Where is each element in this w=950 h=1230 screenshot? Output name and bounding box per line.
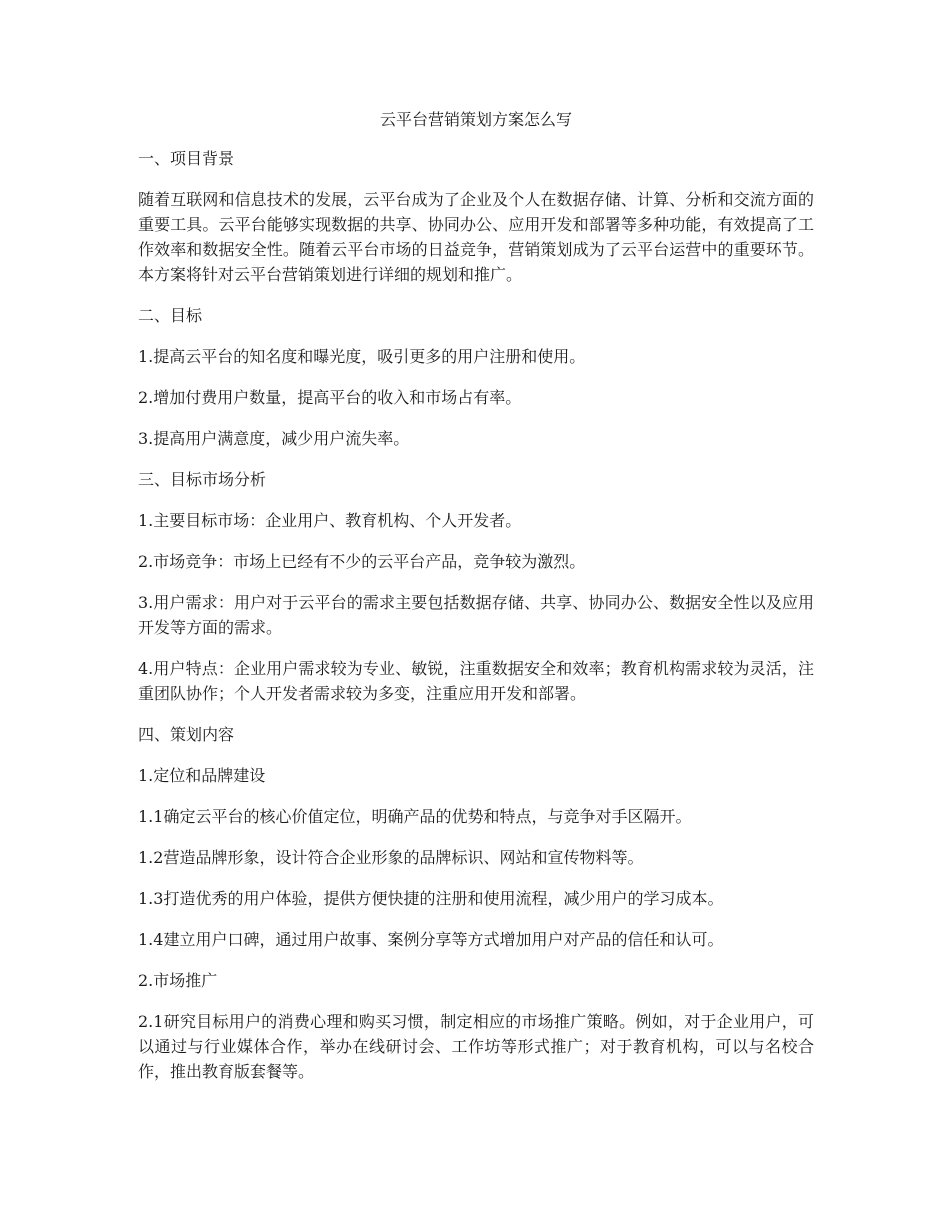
goal-item: 1.提高云平台的知名度和曝光度，吸引更多的用户注册和使用。 [138, 347, 586, 366]
market-item: 2.市场竞争：市场上已经有不少的云平台产品，竞争较为激烈。 [138, 552, 586, 571]
goal-item: 2.增加付费用户数量，提高平台的收入和市场占有率。 [138, 388, 522, 407]
market-item: 1.主要目标市场：企业用户、教育机构、个人开发者。 [138, 511, 522, 530]
goal-item: 3.提高用户满意度，减少用户流失率。 [138, 429, 410, 448]
section-heading-market-analysis: 三、目标市场分析 [138, 470, 267, 489]
plan-item: 1.2营造品牌形象，设计符合企业形象的品牌标识、网站和宣传物料等。 [138, 848, 644, 867]
market-item: 3.用户需求：用户对于云平台的需求主要包括数据存储、共享、协同办公、数据安全性以及应用开发等方面的需求。 [138, 593, 814, 637]
plan-item: 1.3打造优秀的用户体验，提供方便快捷的注册和使用流程，减少用户的学习成本。 [138, 889, 724, 908]
document-title: 云平台营销策划方案怎么写 [379, 110, 572, 129]
document-page [138, 108, 814, 1100]
market-item: 4.用户特点：企业用户需求较为专业、敏锐，注重数据安全和效率；教育机构需求较为灵活，注重团队协作；个人开发者需求较为多变，注重应用开发和部署。 [138, 659, 814, 703]
plan-item: 1.1确定云平台的核心价值定位，明确产品的优势和特点，与竞争对手区隔开。 [138, 807, 692, 826]
section-heading-goals: 二、目标 [138, 306, 203, 325]
paragraph-background: 随着互联网和信息技术的发展，云平台成为了企业及个人在数据存储、计算、分析和交流方面的重要工具。云平台能够实现数据的共享、协同办公、应用开发和部署等多种功能，有效提高了工作效率和数据安全性。随着云平台市场的日益竞争，营销策划成为了云平台运营中的重要环节。本方案将针对云平台营销策划进行详细的规划和推广。 [138, 190, 814, 284]
section-heading-background: 一、项目背景 [138, 149, 235, 168]
section-heading-plan-content: 四、策划内容 [138, 725, 235, 744]
plan-item: 2.1研究目标用户的消费心理和购买习惯，制定相应的市场推广策略。例如，对于企业用户，可以通过与行业媒体合作，举办在线研讨会、工作坊等形式推广；对于教育机构，可以与名校合作，推出教育版套餐等。 [138, 1012, 814, 1081]
subsection-heading: 1.定位和品牌建设 [138, 766, 266, 785]
plan-item: 1.4建立用户口碑，通过用户故事、案例分享等方式增加用户对产品的信任和认可。 [138, 930, 724, 949]
subsection-heading: 2.市场推广 [138, 971, 218, 990]
